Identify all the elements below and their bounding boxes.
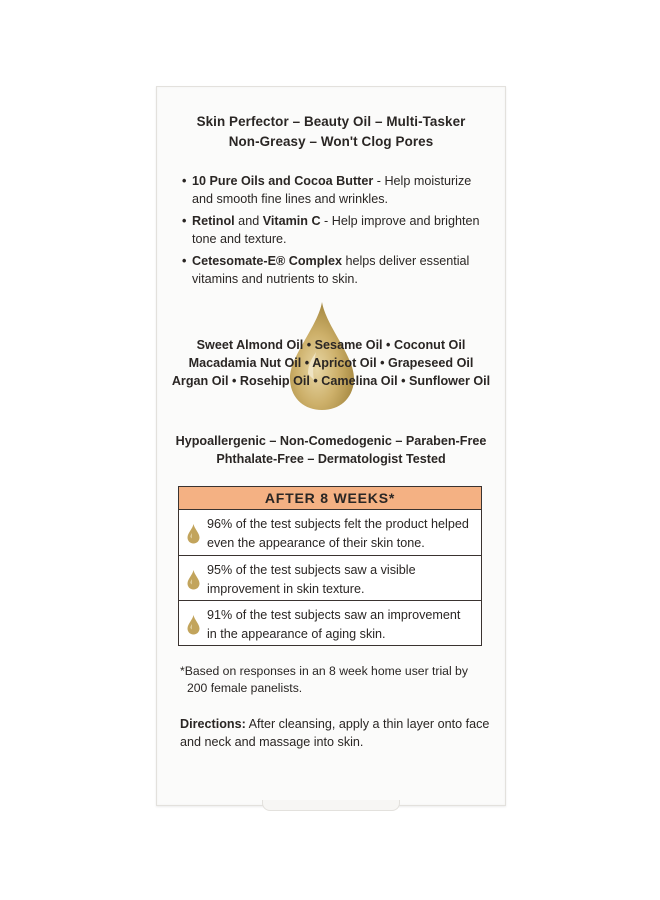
benefit-bold-2: Vitamin C <box>262 214 321 228</box>
drop-bullet-icon <box>187 524 200 544</box>
footnote <box>180 663 500 697</box>
footnote-line-1: *Based on responses in an 8 week home user trial by <box>180 664 468 678</box>
benefit-list <box>172 172 490 288</box>
footnote-line-2: 200 female panelists. <box>187 681 303 695</box>
result-row <box>179 510 481 555</box>
directions <box>180 715 500 751</box>
oil-line: Argan Oil • Rosehip Oil • Camelina Oil • Sunflower Oil <box>171 374 491 388</box>
result-row <box>179 600 481 645</box>
benefit-text: - Help moisturize and smooth fine lines and wrinkles. <box>192 174 472 206</box>
drop-bullet-icon <box>187 615 200 635</box>
benefit-item <box>182 212 490 248</box>
drop-bullet-icon <box>187 570 200 590</box>
claim-line: Hypoallergenic – Non-Comedogenic – Paraben-Free <box>175 434 487 448</box>
directions-text: After cleansing, apply a thin layer onto face and neck and massage into skin. <box>180 717 490 749</box>
result-line: 91% of the test subjects saw an improvement <box>207 608 461 622</box>
benefit-bold: Cetesomate-E® Complex <box>192 254 342 268</box>
bullet-dot: • <box>182 254 187 268</box>
benefit-bold: 10 Pure Oils and Cocoa Butter <box>192 174 374 188</box>
result-line: improvement in skin texture. <box>207 582 365 596</box>
tagline-line-1: Skin Perfector – Beauty Oil – Multi-Tasker <box>196 114 466 129</box>
claim-line: Phthalate-Free – Dermatologist Tested <box>216 452 446 466</box>
oil-line: Sweet Almond Oil • Sesame Oil • Coconut Oil <box>196 338 466 352</box>
benefit-text: - Help improve and brighten tone and texture. <box>192 214 480 246</box>
benefit-bold: Retinol <box>192 214 235 228</box>
bullet-dot: • <box>182 214 187 228</box>
benefit-mid: and <box>234 214 263 228</box>
directions-label: Directions: <box>180 717 246 731</box>
results-heading: AFTER 8 WEEKS* <box>179 487 481 510</box>
bullet-dot: • <box>182 174 187 188</box>
results-table <box>178 486 482 646</box>
result-line: in the appearance of aging skin. <box>207 627 386 641</box>
tagline-line-2: Non-Greasy – Won't Clog Pores <box>228 134 434 149</box>
benefit-text: helps deliver essential vitamins and nutrients to skin. <box>192 254 470 286</box>
package-content <box>172 112 490 468</box>
result-line: 95% of the test subjects saw a visible <box>207 563 416 577</box>
box-tab-flap <box>262 800 400 811</box>
oil-list <box>168 336 494 390</box>
tagline-block <box>172 112 490 152</box>
benefit-item <box>182 252 490 288</box>
result-line: even the appearance of their skin tone. <box>207 536 425 550</box>
oils-section <box>172 306 490 416</box>
result-line: 96% of the test subjects felt the product helped <box>207 517 469 531</box>
oil-line: Macadamia Nut Oil • Apricot Oil • Grapeseed Oil <box>188 356 474 370</box>
result-row <box>179 555 481 600</box>
benefit-item <box>182 172 490 208</box>
claims-block <box>172 432 490 468</box>
